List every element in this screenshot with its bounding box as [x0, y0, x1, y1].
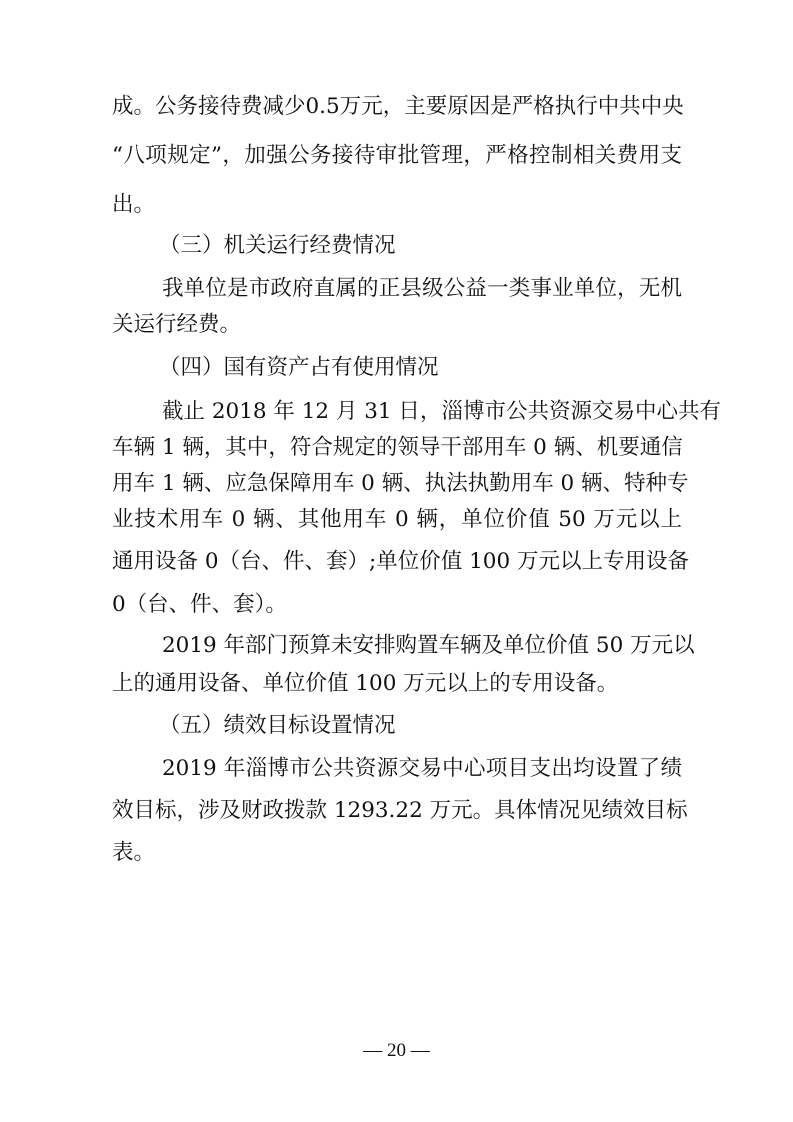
paragraph-line: 成。公务接待费减少0.5万元，主要原因是严格执行中共中央	[112, 94, 684, 119]
paragraph-line: 通用设备 0（台、件、套）;单位价值 100 万元以上专用设备	[112, 549, 689, 574]
section-heading-4: （四）国有资产占有使用情况	[159, 355, 439, 380]
paragraph-line: 上的通用设备、单位价值 100 万元以上的专用设备。	[112, 671, 619, 696]
section-heading-3: （三）机关运行经费情况	[159, 233, 396, 258]
section-heading-5: （五）绩效目标设置情况	[159, 713, 396, 738]
paragraph-line: 0（台、件、套）。	[112, 592, 287, 617]
paragraph-line: 我单位是市政府直属的正县级公益一类事业单位，无机	[162, 276, 682, 301]
paragraph-line: 关运行经费。	[112, 312, 242, 337]
paragraph-line: 2019 年淄博市公共资源交易中心项目支出均设置了绩	[162, 756, 682, 781]
paragraph-line: “八项规定”，加强公务接待审批管理，严格控制相关费用支	[112, 143, 682, 168]
paragraph-line: 业技术用车 0 辆、其他用车 0 辆，单位价值 50 万元以上	[112, 507, 682, 532]
paragraph-line: 2019 年部门预算未安排购置车辆及单位价值 50 万元以	[162, 633, 695, 658]
paragraph-line: 车辆 1 辆，其中，符合规定的领导干部用车 0 辆、机要通信	[112, 435, 683, 460]
paragraph-line: 效目标，涉及财政拨款 1293.22 万元。具体情况见绩效目标	[112, 798, 688, 823]
paragraph-line: 用车 1 辆、应急保障用车 0 辆、执法执勤用车 0 辆、特种专	[112, 471, 689, 496]
page-number: — 20 —	[363, 1040, 430, 1061]
paragraph-line: 截止 2018 年 12 月 31 日，淄博市公共资源交易中心共有	[162, 399, 721, 424]
paragraph-line: 表。	[112, 840, 156, 865]
paragraph-line: 出。	[112, 192, 156, 217]
